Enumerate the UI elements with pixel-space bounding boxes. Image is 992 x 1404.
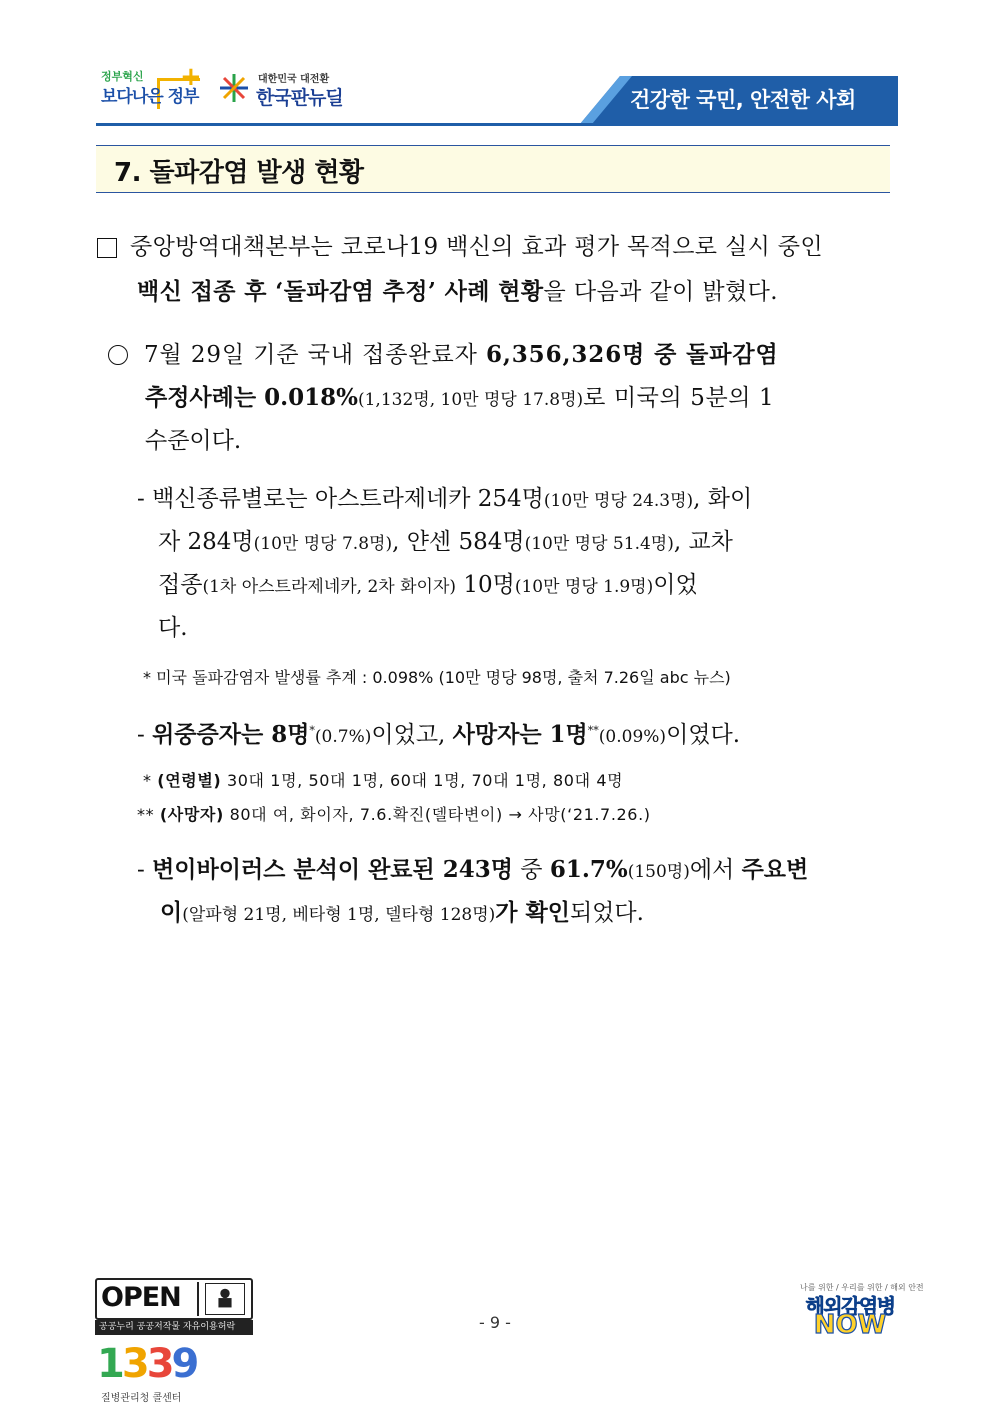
govt-innovation-logo xyxy=(97,62,205,110)
d1-cross-rate: (10만 명당 1.9명) xyxy=(514,577,654,597)
attribution-person-icon xyxy=(205,1283,245,1315)
logo-newdeal-big-text: 한국판뉴딜 xyxy=(256,87,343,109)
d1-pfizer: 자 284명 xyxy=(158,529,254,555)
overseas-infection-now-logo xyxy=(800,1282,924,1340)
d1-ending: 이었 xyxy=(653,572,698,598)
open-subtitle: 공공누리 공공저작물 자유이용허락 xyxy=(95,1320,253,1335)
d1-cross: , 교차 xyxy=(673,529,733,555)
now-small-text: 나를 위한 / 우리를 위한 / 해외 안전 xyxy=(800,1283,924,1292)
slogan-banner xyxy=(580,76,898,124)
now-big-text: NOW xyxy=(813,1310,887,1340)
p2-date-text: 7월 29일 기준 국내 접종완료자 xyxy=(144,342,486,368)
open-label: OPEN xyxy=(101,1282,181,1313)
paragraph-1-line-1: 중앙방역대책본부는 코로나19 백신의 효과 평가 목적으로 실시 중인 xyxy=(130,234,823,260)
call-number-digit: 1 xyxy=(97,1341,122,1387)
d2-severe-rate: (0.7%) xyxy=(314,727,372,747)
dash-1-line-3 xyxy=(158,570,698,602)
circle-bullet-icon xyxy=(108,345,128,365)
note2-prefix: * xyxy=(143,771,158,790)
d1-text-a: - 백신종류별로는 아스트라제네카 254명 xyxy=(137,486,544,512)
note3-label: (사망자) xyxy=(159,805,224,824)
call-number-digit: 3 xyxy=(146,1341,172,1387)
d1-text-b: , 화이 xyxy=(693,486,753,512)
call-center-label: 질병관리청 콜센터 xyxy=(101,1393,182,1404)
logo-govt-big-text: 보다나은 정부 xyxy=(101,87,199,107)
note3-prefix: ** xyxy=(137,805,160,824)
logo-govt-small-text: 정부혁신 xyxy=(101,70,144,83)
footnote-age xyxy=(143,770,623,792)
d1-detail-a: (10만 명당 24.3명) xyxy=(543,491,694,511)
d2-sup-1: * xyxy=(309,724,315,737)
p2-rate-detail: (1,132명, 10만 명당 17.8명) xyxy=(357,390,584,410)
note2-label: (연령별) xyxy=(157,771,222,790)
d3-variant-b: 이 xyxy=(160,899,183,926)
p2-vaccinated-count: 6,356,326명 중 돌파감염 xyxy=(485,341,779,368)
paragraph-2-line-2 xyxy=(145,383,774,415)
dash-2-line xyxy=(137,716,740,752)
dash-3-line-2 xyxy=(160,898,644,930)
d3-end: 되었다. xyxy=(569,900,644,926)
d3-dash: - xyxy=(137,857,153,883)
dash-1-line-2 xyxy=(158,527,733,559)
d2-sup-2: ** xyxy=(587,724,599,737)
slogan-text: 건강한 국민, 안전한 사회 xyxy=(630,88,856,112)
d3-variant-a: 주요변 xyxy=(741,856,809,883)
d2-end: 이였다. xyxy=(666,722,741,748)
plus-icon: + xyxy=(180,62,202,92)
d2-mid: 이었고, xyxy=(371,722,453,748)
d1-cross-detail: (1차 아스트라제네카, 2차 화이자) xyxy=(202,577,457,597)
header-divider xyxy=(96,123,898,126)
d1-pfizer-detail: (10만 명당 7.8명) xyxy=(253,534,393,554)
paragraph-1-highlight: 백신 접종 후 ‘돌파감염 추정’ 사례 현황 xyxy=(137,278,544,305)
d3-percent: 61.7% xyxy=(549,856,628,883)
paragraph-2-line-3: 수준이다. xyxy=(145,428,242,454)
d1-janssen-detail: (10만 명당 51.4명) xyxy=(524,534,674,554)
call-number-digit: 3 xyxy=(121,1341,147,1387)
paragraph-1-line-2 xyxy=(137,277,778,307)
d2-deaths: 사망자는 1명 xyxy=(452,721,588,748)
dash-1-line-4: 다. xyxy=(158,615,188,641)
note3-text: 80대 여, 화이자, 7.6.확진(델타변이) → 사망(‘21.7.26.) xyxy=(223,805,651,824)
section-title: 7. 돌파감염 발생 현황 xyxy=(114,158,364,188)
footnote-us-rate: * 미국 돌파감염자 발생률 추계 : 0.098% (10만 명당 98명, 출처 7.26일 abc 뉴스) xyxy=(143,668,731,687)
page-number: - 9 - xyxy=(479,1313,511,1332)
paragraph-1-tail: 을 다음과 같이 밝혔다. xyxy=(543,279,778,305)
section-title-box xyxy=(96,145,890,193)
kogl-open-badge xyxy=(95,1278,253,1335)
d1-cross-count: 10명 xyxy=(456,572,515,598)
dash-3-line-1 xyxy=(137,855,808,887)
checkbox-bullet-icon xyxy=(97,238,117,258)
paragraph-2-line-1 xyxy=(144,340,779,370)
korean-new-deal-logo xyxy=(218,68,358,110)
d2-severe: 위중증자는 8명 xyxy=(152,721,310,748)
p2-comparison: 로 미국의 5분의 1 xyxy=(583,385,775,411)
d1-cross-label: 접종 xyxy=(158,572,203,598)
logo-newdeal-small-text: 대한민국 대전환 xyxy=(258,74,330,85)
open-separator xyxy=(197,1282,199,1316)
note2-text: 30대 1명, 50대 1명, 60대 1명, 70대 1명, 80대 4명 xyxy=(221,771,624,790)
dash-1-line-1 xyxy=(137,484,752,516)
new-deal-star-icon xyxy=(218,72,250,104)
d3-count: (150명) xyxy=(627,862,690,882)
d1-janssen: , 얀센 584명 xyxy=(392,529,525,555)
d3-analyzed: 변이바이러스 분석이 완료된 243명 xyxy=(152,856,513,883)
d2-dash: - xyxy=(137,722,153,748)
call-number-digit: 9 xyxy=(171,1341,197,1387)
d3-rest: 에서 xyxy=(689,857,742,883)
call-number xyxy=(97,1341,196,1387)
now-title: 해외감염병 xyxy=(805,1294,895,1318)
d3-variant-detail: (알파형 21명, 베타형 1명, 델타형 128명) xyxy=(182,905,496,925)
p2-rate: 추정사례는 0.018% xyxy=(145,384,358,411)
call-center-1339-logo xyxy=(95,1341,205,1404)
footnote-death xyxy=(137,804,651,826)
d3-mid: 중 xyxy=(512,857,550,883)
d2-death-rate: (0.09%) xyxy=(598,727,667,747)
d3-confirmed: 가 확인 xyxy=(495,899,570,926)
